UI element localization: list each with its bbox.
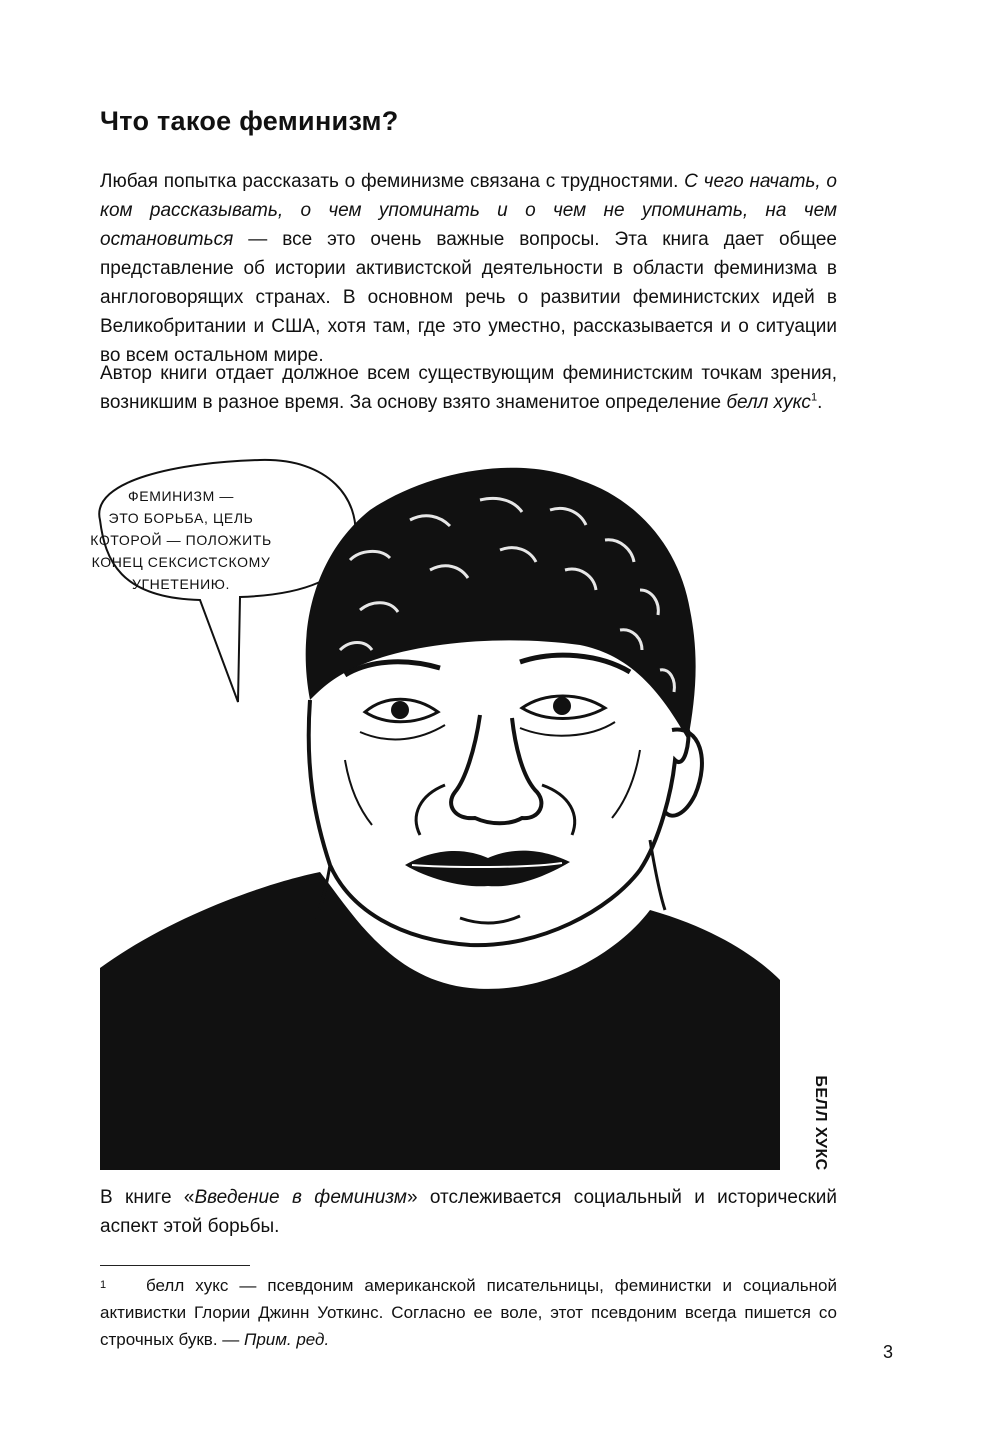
footnote: 1 белл хукс — псевдоним американской писательницы, феминистки и социальной активистки Глории Джинн Уоткинс. Согласно ее воле, этот псевдоним всегда пишется со строчных букв. — Прим. ред. <box>100 1272 837 1353</box>
hair <box>306 468 696 740</box>
speech-bubble-text <box>88 485 274 595</box>
bubble-line: УГНЕТЕНИЮ. <box>131 576 231 592</box>
bubble-line: КОНЕЦ СЕКСИСТСКОМУ <box>91 554 271 570</box>
right-eyebrow <box>520 655 630 672</box>
bubble-line: КОТОРОЙ — ПОЛОЖИТЬ <box>90 532 272 548</box>
closing-paragraph: В книге «Введение в феминизм» отслеживается социальный и исторический аспект этой борьбы. <box>100 1187 838 1237</box>
shirt <box>100 872 780 1170</box>
footnote-divider <box>100 1265 250 1266</box>
page-heading: Что такое феминизм? <box>100 106 399 136</box>
bubble-line: ФЕМИНИЗМ — <box>128 488 234 504</box>
footnote-number: 1 <box>100 1279 107 1291</box>
footnote-ref: 1 <box>810 391 818 404</box>
page-number: 3 <box>883 1342 894 1362</box>
mouth <box>405 851 570 887</box>
portrait-caption: БЕЛЛ ХУКС <box>812 1075 829 1171</box>
bubble-line: ЭТО БОРЬБА, ЦЕЛЬ <box>108 510 254 526</box>
definition-paragraph: Автор книги отдает должное всем существующим феминистским точкам зрения, возникшим в разное время. За основу взято знаменитое определение белл хукс$^1$. <box>100 363 837 413</box>
intro-paragraph: Любая попытка рассказать о феминизме связана с трудностями. С чего начать, о ком рассказывать, о чем упоминать и о чем не упоминать, на чем остановиться — все это очень важные вопросы. Эта книга дает общее представление об истории активистской деятельности в области феминизма в англоговорящих странах. В основном речь о развитии феминистских идей в Великобритании и США, хотя там, где это уместно, рассказывается и о ситуации во всем остальном мире. <box>100 171 837 366</box>
